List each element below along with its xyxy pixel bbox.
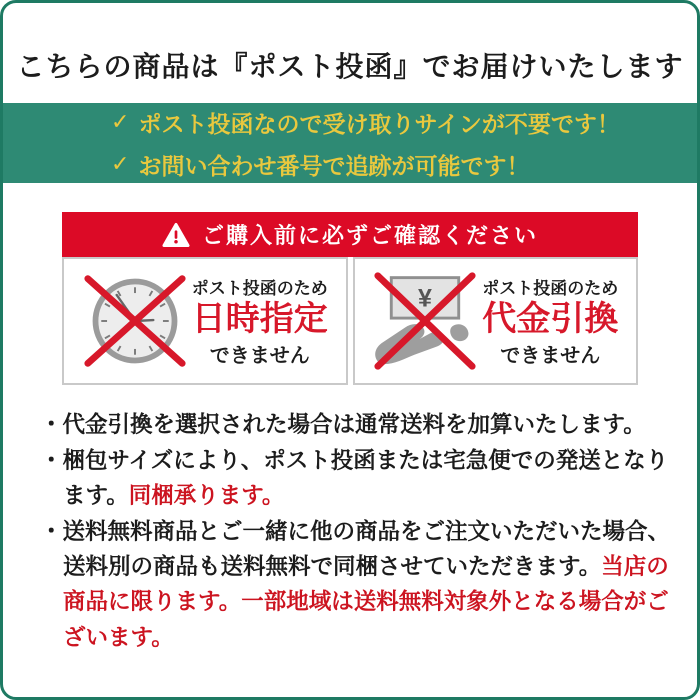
cash-on-delivery-hand-icon [372,268,478,374]
panel-text-block [482,274,618,369]
warning-header-text: ご購入前に必ずご確認ください [201,223,538,248]
panel-reason: ポスト投函のため [482,278,619,298]
restriction-panels [62,257,638,385]
benefits-band [3,103,697,183]
no-date-time-panel [62,257,348,385]
page-title: こちらの商品は『ポスト投函』でお届けいたします [16,51,684,82]
benefit-item [111,106,697,139]
purchase-warning-box [62,212,638,385]
yen-symbol: ¥ [418,284,433,313]
list-item [40,407,672,442]
clock-icon [82,268,188,374]
panel-text-block [192,274,328,369]
benefit-item [111,148,697,181]
note-text: ・代金引換を選択された場合は通常送料を加算いたします。 [40,412,646,437]
panel-reason: ポスト投函のため [191,278,328,298]
note-red-text: 同梱承ります。 [128,483,285,509]
benefit-text: ポスト投函なので受け取りサインが不要です！ [138,110,620,137]
note-text: ・送料無料商品とご一緒に他の商品をご注文いただいた場合、送料別の商品も送料無料で同梱させていただきます。 [40,519,671,580]
panel-unavailable: できません [209,345,310,368]
check-icon: ✓ [111,151,130,176]
benefit-text: お問い合わせ番号で追跡が可能です！ [138,152,530,179]
panel-unavailable: できません [500,345,601,368]
list-item [40,443,672,513]
list-item [40,514,672,654]
note-red-text: 当店の商品に限ります。一部地域は送料無料対象外となる場合がございます。 [63,554,669,650]
panel-restriction: 代金引換 [482,299,619,338]
shipping-notes-list [40,407,672,656]
no-cod-panel [353,257,639,385]
check-icon: ✓ [111,109,130,134]
note-text: ・梱包サイズにより、ポスト投函または宅急便での発送となります。 [40,448,669,509]
panel-restriction: 日時指定 [191,299,328,338]
warning-header [62,212,638,257]
warning-triangle-icon [162,222,190,248]
